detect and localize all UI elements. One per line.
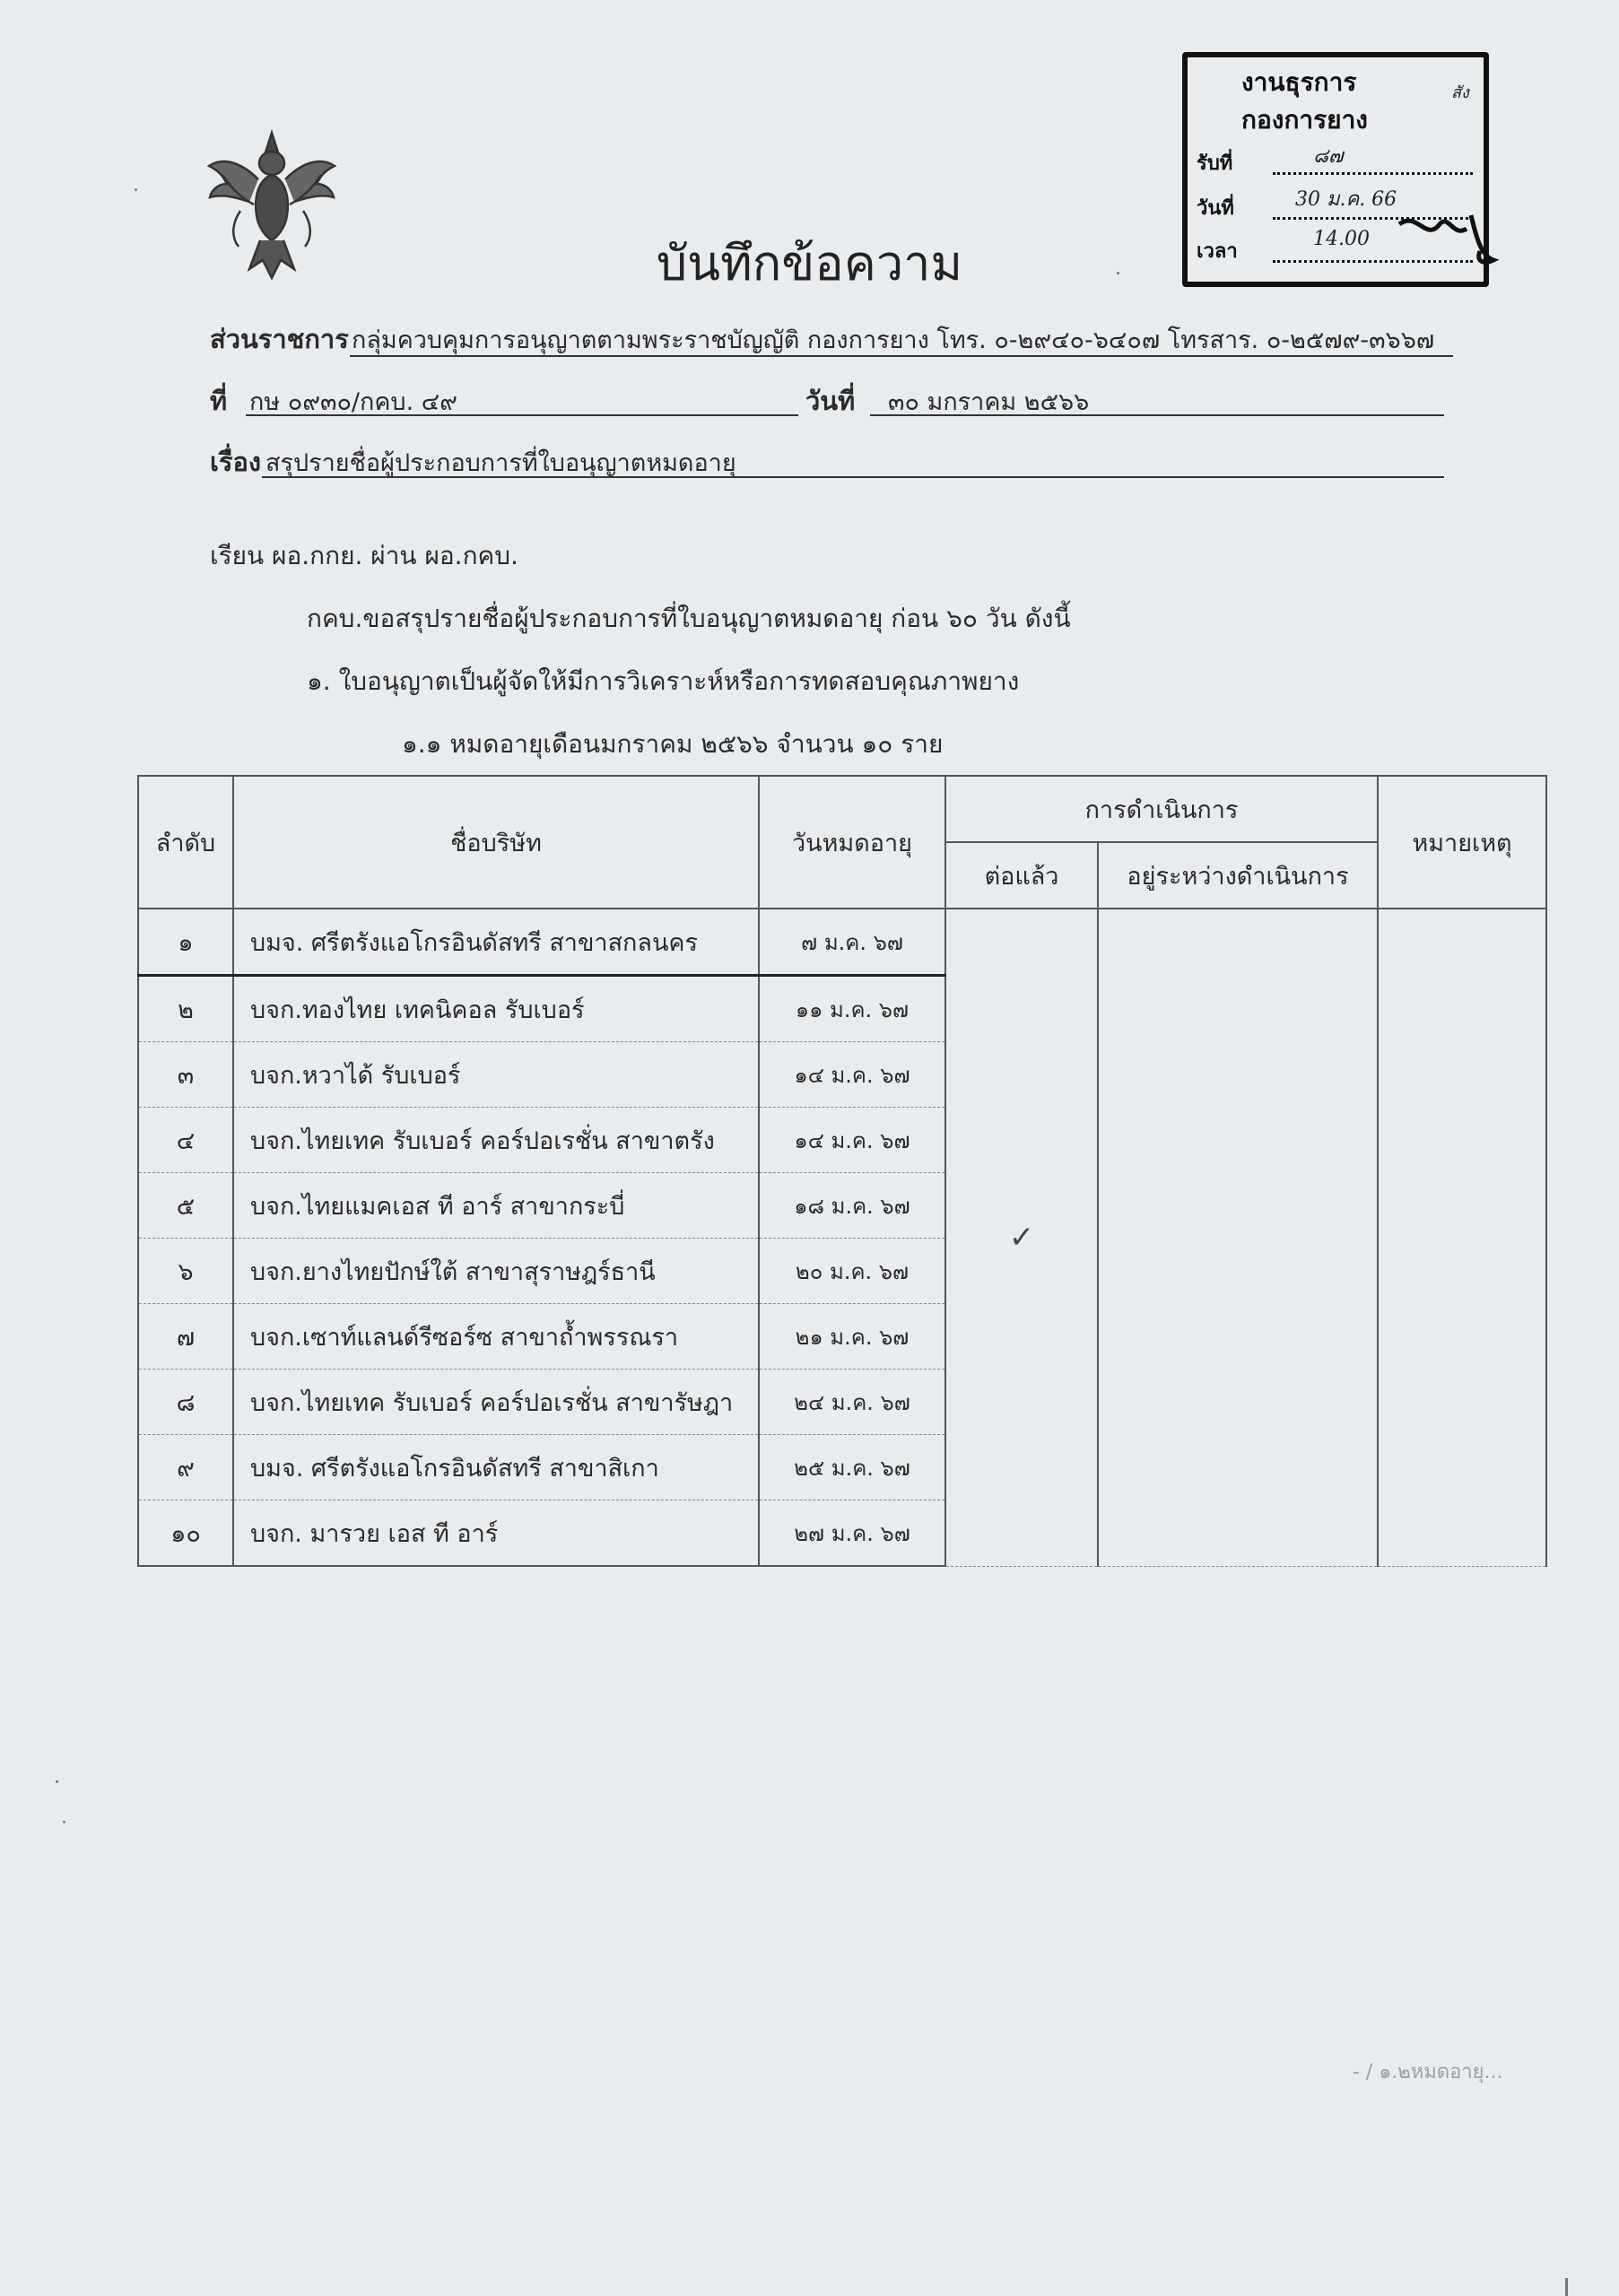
receipt-stamp [1166, 36, 1520, 287]
row-company: บจก. มารวย เอส ที อาร์ [233, 1500, 759, 1567]
row-company: บมจ. ศรีตรังแอโกรอินดัสทรี สาขาสกลนคร [233, 909, 759, 976]
stamp-line-1: งานธุรการ [1241, 67, 1357, 97]
signature-scribble [1390, 206, 1507, 278]
stamp-date-value: 30 ม.ค. 66 [1295, 188, 1397, 211]
row-company: บจก.ไทยเทค รับเบอร์ คอร์ปอเรชั่น สาขาตรัง [233, 1108, 759, 1173]
salutation: เรียน ผอ.กกย. ผ่าน ผอ.กคบ. [210, 541, 518, 570]
date-underline [870, 414, 1444, 416]
row-no: ๕ [138, 1173, 233, 1239]
header-action: การดำเนินการ [945, 776, 1378, 842]
row-expiry: ๗ ม.ค. ๖๗ [759, 909, 945, 976]
row-expiry: ๑๔ ม.ค. ๖๗ [759, 1108, 945, 1173]
ref-label: ที่ [210, 386, 228, 416]
stamp-time-label: เวลา [1197, 240, 1238, 263]
row-company: บจก.เซาท์แลนด์รีซอร์ซ สาขาถ้ำพรรณรา [233, 1304, 759, 1370]
row-no: ๔ [138, 1108, 233, 1173]
header-remark: หมายเหตุ [1378, 776, 1546, 909]
license-expiry-table [137, 775, 1547, 1567]
header-in-progress: อยู่ระหว่างดำเนินการ [1098, 842, 1378, 909]
agency-label: ส่วนราชการ [210, 324, 349, 354]
document-title: บันทึกข้อความ [656, 235, 963, 291]
row-no: ๙ [138, 1435, 233, 1500]
row-no: ๒ [138, 976, 233, 1042]
table-row [138, 909, 1546, 976]
scan-speck [1117, 272, 1119, 274]
row-expiry: ๒๔ ม.ค. ๖๗ [759, 1370, 945, 1435]
stamp-line-2: กองการยาง [1241, 105, 1368, 135]
row-company: บมจ. ศรีตรังแอโกรอินดัสทรี สาขาสิเกา [233, 1435, 759, 1500]
header-expiry: วันหมดอายุ [759, 776, 945, 909]
ref-value: กษ ๐๙๓๐/กคบ. ๔๙ [249, 388, 457, 416]
row-no: ๓ [138, 1042, 233, 1108]
date-label: วันที่ [805, 386, 856, 416]
row-no: ๗ [138, 1304, 233, 1370]
check-mark-icon: ✓ [1008, 1219, 1035, 1256]
stamp-received-no-label: รับที่ [1197, 152, 1233, 175]
row-expiry: ๒๕ ม.ค. ๖๗ [759, 1435, 945, 1500]
agency-value: กลุ่มควบคุมการอนุญาตตามพระราชบัญญัติ กองการยาง โทร. ๐-๒๙๔๐-๖๔๐๗ โทรสาร. ๐-๒๕๗๙-๓๖๖๗ [352, 326, 1435, 354]
subject-label: เรื่อง [210, 447, 262, 477]
stamp-corner-mark: สัง [1451, 83, 1469, 102]
in-progress-column-cell [1098, 909, 1378, 1566]
row-company: บจก.ไทยเทค รับเบอร์ คอร์ปอเรชั่น สาขารัษฎา [233, 1370, 759, 1435]
row-company: บจก.ทองไทย เทคนิคอล รับเบอร์ [233, 976, 759, 1042]
scan-speck [135, 188, 137, 191]
header-renewed: ต่อแล้ว [945, 842, 1098, 909]
row-no: ๖ [138, 1239, 233, 1304]
continuation-note: - / ๑.๒หมดอายุ... [1353, 2061, 1503, 2083]
item-1: ๑. ใบอนุญาตเป็นผู้จัดให้มีการวิเคราะห์หรือการทดสอบคุณภาพยาง [307, 666, 1020, 696]
header-no: ลำดับ [138, 776, 233, 909]
row-no: ๑๐ [138, 1500, 233, 1567]
row-no: ๘ [138, 1370, 233, 1435]
scan-speck [1565, 2278, 1568, 2296]
row-company: บจก.ไทยแมคเอส ที อาร์ สาขากระบี่ [233, 1173, 759, 1239]
subject-underline [262, 476, 1444, 478]
remark-column-cell [1378, 909, 1546, 1566]
date-value: ๓๐ มกราคม ๒๕๖๖ [888, 388, 1090, 416]
scan-speck [56, 1780, 58, 1783]
header-company: ชื่อบริษัท [233, 776, 759, 909]
row-expiry: ๑๑ ม.ค. ๖๗ [759, 976, 945, 1042]
stamp-dotted-line [1273, 172, 1473, 175]
row-company: บจก.หวาได้ รับเบอร์ [233, 1042, 759, 1108]
row-expiry: ๒๑ ม.ค. ๖๗ [759, 1304, 945, 1370]
scan-speck [63, 1821, 65, 1823]
agency-underline [350, 355, 1453, 357]
intro-paragraph: กคบ.ขอสรุปรายชื่อผู้ประกอบการที่ใบอนุญาตหมดอายุ ก่อน ๖๐ วัน ดังนี้ [307, 604, 1071, 633]
renewed-column-cell [945, 909, 1098, 1566]
row-expiry: ๒๗ ม.ค. ๖๗ [759, 1500, 945, 1567]
item-1-1: ๑.๑ หมดอายุเดือนมกราคม ๒๕๖๖ จำนวน ๑๐ ราย [402, 729, 944, 759]
subject-value: สรุปรายชื่อผู้ประกอบการที่ใบอนุญาตหมดอายุ [265, 449, 736, 477]
row-expiry: ๒๐ ม.ค. ๖๗ [759, 1239, 945, 1304]
ref-underline [246, 414, 798, 416]
row-no: ๑ [138, 909, 233, 976]
stamp-received-no-value: ๘๗ [1313, 145, 1344, 168]
row-expiry: ๑๘ ม.ค. ๖๗ [759, 1173, 945, 1239]
row-company: บจก.ยางไทยปักษ์ใต้ สาขาสุราษฎร์ธานี [233, 1239, 759, 1304]
stamp-date-label: วันที่ [1197, 197, 1234, 220]
row-expiry: ๑๔ ม.ค. ๖๗ [759, 1042, 945, 1108]
stamp-time-value: 14.00 [1313, 228, 1370, 250]
